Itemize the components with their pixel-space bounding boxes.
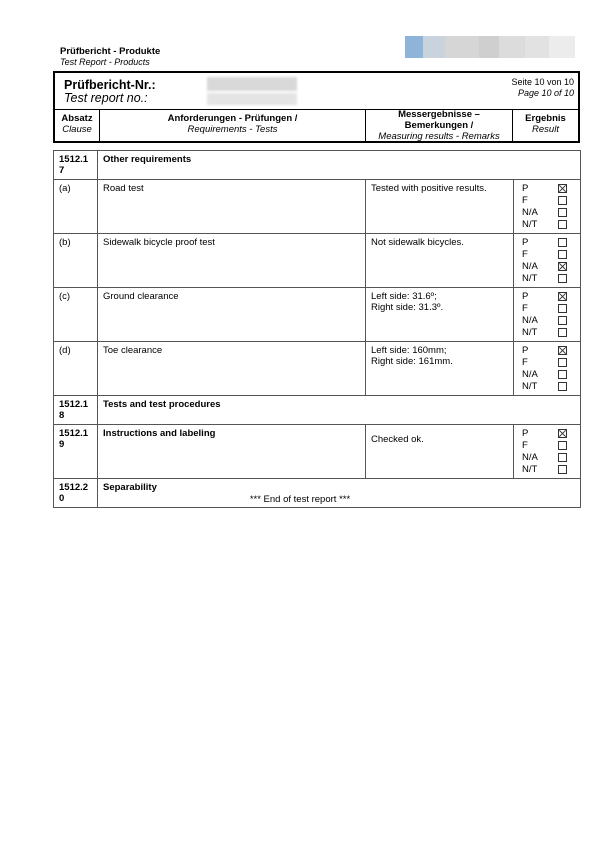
table-row — [54, 234, 581, 288]
clause-cell: (b) — [54, 234, 98, 288]
page-indicator — [511, 77, 574, 99]
result-label: N/A — [522, 369, 538, 380]
result-label: F — [522, 440, 528, 451]
requirement-cell: Ground clearance — [98, 288, 366, 342]
remark-cell: Checked ok. — [366, 425, 514, 479]
result-cell — [514, 425, 581, 479]
result-label: N/T — [522, 327, 538, 338]
clause-cell: (a) — [54, 180, 98, 234]
result-checkbox-na[interactable] — [558, 316, 567, 325]
result-cell — [514, 342, 581, 396]
result-label: F — [522, 357, 528, 368]
redacted-report-number-en — [207, 93, 297, 105]
result-label: P — [522, 183, 529, 194]
result-checkbox-f[interactable] — [558, 441, 567, 450]
page-de: Seite 10 von 10 — [511, 77, 574, 87]
results-table — [53, 150, 581, 508]
result-cell — [514, 288, 581, 342]
result-checkbox-nt[interactable] — [558, 465, 567, 474]
clause-cell: 1512.17 — [54, 151, 98, 180]
end-of-report-note: *** End of test report *** — [249, 494, 351, 505]
result-label: N/T — [522, 219, 538, 230]
col-measuring-header: Messergebnisse – Bemerkungen / Measuring results - Remarks — [378, 109, 500, 142]
result-label: F — [522, 249, 528, 260]
result-checkbox-p[interactable] — [558, 429, 567, 438]
result-label: N/T — [522, 273, 538, 284]
result-checkbox-nt[interactable] — [558, 274, 567, 283]
result-label: P — [522, 428, 529, 439]
result-checkbox-f[interactable] — [558, 358, 567, 367]
result-label: P — [522, 291, 529, 302]
table-row — [54, 180, 581, 234]
requirement-cell: Instructions and labeling — [98, 425, 366, 479]
table-row — [54, 425, 581, 479]
redacted-report-number — [207, 77, 297, 91]
result-label: N/A — [522, 452, 538, 463]
remark-cell: Left side: 160mm; Right side: 161mm. — [366, 342, 514, 396]
report-number-label-en: Test report no.: — [64, 91, 148, 105]
result-label: P — [522, 237, 529, 248]
doc-title-de: Prüfbericht - Produkte — [60, 46, 161, 57]
result-cell — [514, 234, 581, 288]
requirement-cell: Road test — [98, 180, 366, 234]
result-label: N/A — [522, 315, 538, 326]
result-checkbox-nt[interactable] — [558, 220, 567, 229]
result-checkbox-f[interactable] — [558, 304, 567, 313]
requirement-cell: Separability — [98, 479, 581, 508]
table-row — [54, 288, 581, 342]
company-logo — [405, 36, 575, 58]
remark-cell: Tested with positive results. — [366, 180, 514, 234]
section-row — [54, 396, 581, 425]
table-row — [54, 342, 581, 396]
clause-cell: 1512.19 — [54, 425, 98, 479]
requirement-cell: Other requirements — [98, 151, 581, 180]
remark-cell: Not sidewalk bicycles. — [366, 234, 514, 288]
clause-cell: 1512.20 — [54, 479, 98, 508]
result-checkbox-p[interactable] — [558, 292, 567, 301]
result-checkbox-na[interactable] — [558, 262, 567, 271]
section-row — [54, 151, 581, 180]
doc-title-en: Test Report - Products — [60, 57, 150, 67]
page-en: Page 10 of 10 — [517, 88, 574, 98]
result-checkbox-na[interactable] — [558, 370, 567, 379]
result-checkbox-p[interactable] — [558, 238, 567, 247]
result-label: P — [522, 345, 529, 356]
result-label: F — [522, 195, 528, 206]
result-checkbox-nt[interactable] — [558, 328, 567, 337]
remark-cell: Left side: 31.6º; Right side: 31.3º. — [366, 288, 514, 342]
document-header — [60, 46, 160, 68]
result-label: N/T — [522, 381, 538, 392]
clause-cell: 1512.18 — [54, 396, 98, 425]
col-requirements-header: Anforderungen - Prüfungen / Requirements - Tests — [167, 113, 298, 135]
result-label: F — [522, 303, 528, 314]
result-label: N/T — [522, 464, 538, 475]
requirement-cell: Tests and test procedures — [98, 396, 581, 425]
result-checkbox-na[interactable] — [558, 453, 567, 462]
result-label: N/A — [522, 207, 538, 218]
report-number-label-de: Prüfbericht-Nr.: — [64, 78, 156, 92]
requirement-cell: Sidewalk bicycle proof test — [98, 234, 366, 288]
clause-cell: (d) — [54, 342, 98, 396]
result-cell — [514, 180, 581, 234]
result-checkbox-nt[interactable] — [558, 382, 567, 391]
result-checkbox-f[interactable] — [558, 196, 567, 205]
result-checkbox-p[interactable] — [558, 184, 567, 193]
result-checkbox-p[interactable] — [558, 346, 567, 355]
result-label: N/A — [522, 261, 538, 272]
report-header-box — [53, 71, 580, 143]
requirement-cell: Toe clearance — [98, 342, 366, 396]
result-checkbox-na[interactable] — [558, 208, 567, 217]
result-checkbox-f[interactable] — [558, 250, 567, 259]
col-result-header: Ergebnis Result — [525, 113, 566, 135]
col-clause-header: Absatz Clause — [61, 113, 93, 135]
clause-cell: (c) — [54, 288, 98, 342]
